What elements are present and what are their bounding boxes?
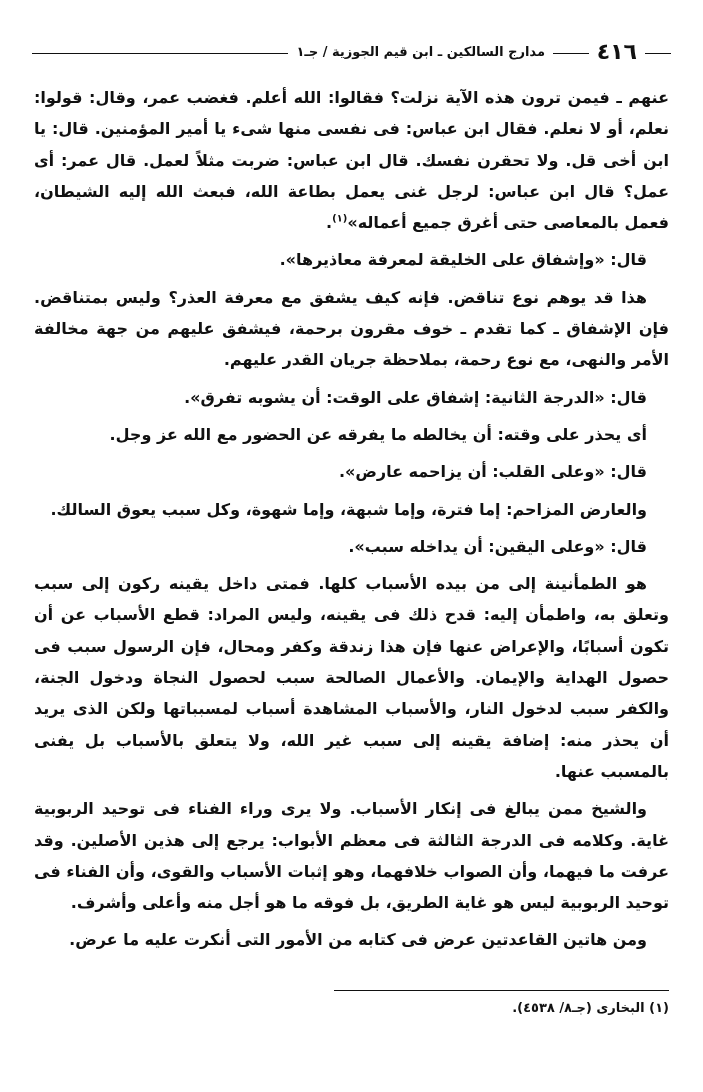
running-title: مدارج السالكين ـ ابن قيم الجوزية / جـ١ — [288, 40, 553, 66]
paragraph-4: قال: «الدرجة الثانية: إشفاق على الوقت: أن يشوبه تفرق». — [184, 387, 647, 407]
paragraph-3: هذا قد يوهم نوع تناقض. فإنه كيف يشفق مع معرفة العذر؟ وليس بمتناقض. فإن الإشفاق ـ كما تقدم ـ خوف مقرون برحمة، فيشفق عليهم من جهة مخالفة الأمر والنهى، مع نوع رحمة، بملاحظة جريان القدر عليهم. — [34, 287, 669, 370]
paragraph-9: هو الطمأنينة إلى من بيده الأسباب كلها. فمتى داخل يقينه ركون إلى سبب وتعلق به، واطمأن إليه: قدح ذلك فى يقينه، وليس المراد: قطع الأسباب عن أن تكون أسبابًا، والإعراض عنها فإن هذا زندقة وكفر ومحال، فإن الرسول سبب فى حصول الهداية والإيمان. والأعمال الصالحة سبب لحصول النجاة ودخول الجنة، والكفر سبب لدخول النار، والأسباب المشاهدة أسباب لمسبباتها ولكن الذى يريد أن يحذر منه: إضافة يقينه إلى سبب غير الله، ولا يتعلق بالأسباب بل يفنى بالمسبب عنها. — [34, 574, 669, 781]
body-text — [34, 82, 669, 962]
footnote-reference: (١) — [332, 213, 348, 225]
page-header — [32, 40, 671, 66]
paragraph-2: قال: «وإشفاق على الخليقة لمعرفة معاذيرها». — [279, 250, 647, 270]
paragraph-1 — [34, 82, 669, 238]
footnote: (١) البخارى (جـ٨/ ٤٥٣٨). — [512, 1001, 669, 1016]
footnote-rule — [334, 990, 669, 991]
paragraph-11: ومن هاتين القاعدتين عرض فى كتابه من الأمور التى أنكرت عليه ما عرض. — [69, 930, 647, 950]
paragraph-1-end: . — [326, 213, 333, 233]
page-number: ٤١٦ — [589, 40, 645, 66]
paragraph-5: أى يحذر على وقته: أن يخالطه ما يفرقه عن الحضور مع الله عز وجل. — [109, 424, 647, 444]
paragraph-6: قال: «وعلى القلب: أن يزاحمه عارض». — [338, 462, 647, 482]
paragraph-10: والشيخ ممن يبالغ فى إنكار الأسباب. ولا يرى وراء الفناء فى توحيد الربوبية غاية. وكلامه فى الدرجة الثالثة فى معظم الأبواب: يرجع إلى هذين الأصلين. وقد عرفت ما فيهما، وأن الصواب خلافهما، وهو إثبات الأسباب والقوى، وأن الفناء فى توحيد الربوبية ليس هو غاية الطريق، بل فوقه ما هو أجل منه وأعلى وأشرف. — [34, 799, 669, 913]
paragraph-7: والعارض المزاحم: إما فترة، وإما شبهة، وإما شهوة، وكل سبب يعوق السالك. — [50, 499, 647, 519]
paragraph-1-text: عنهم ـ فيمن ترون هذه الآية نزلت؟ فقالوا: الله أعلم. فغضب عمر، وقال: قولوا: نعلم، أو لا نعلم. فقال ابن عباس: فى نفسى منها شىء يا أمير المؤمنين. قال: يا ابن أخى قل. ولا تحقرن نفسك. قال ابن عباس: ضربت مثلاً لعمل. قال عمر: أى عمل؟ قال ابن عباس: لرجل غنى يعمل بطاعة الله، فبعث الله إليه الشيطان، فعمل بالمعاصى حتى أغرق جميع أعماله» — [34, 88, 669, 233]
paragraph-8: قال: «وعلى اليقين: أن يداخله سبب». — [348, 536, 647, 556]
